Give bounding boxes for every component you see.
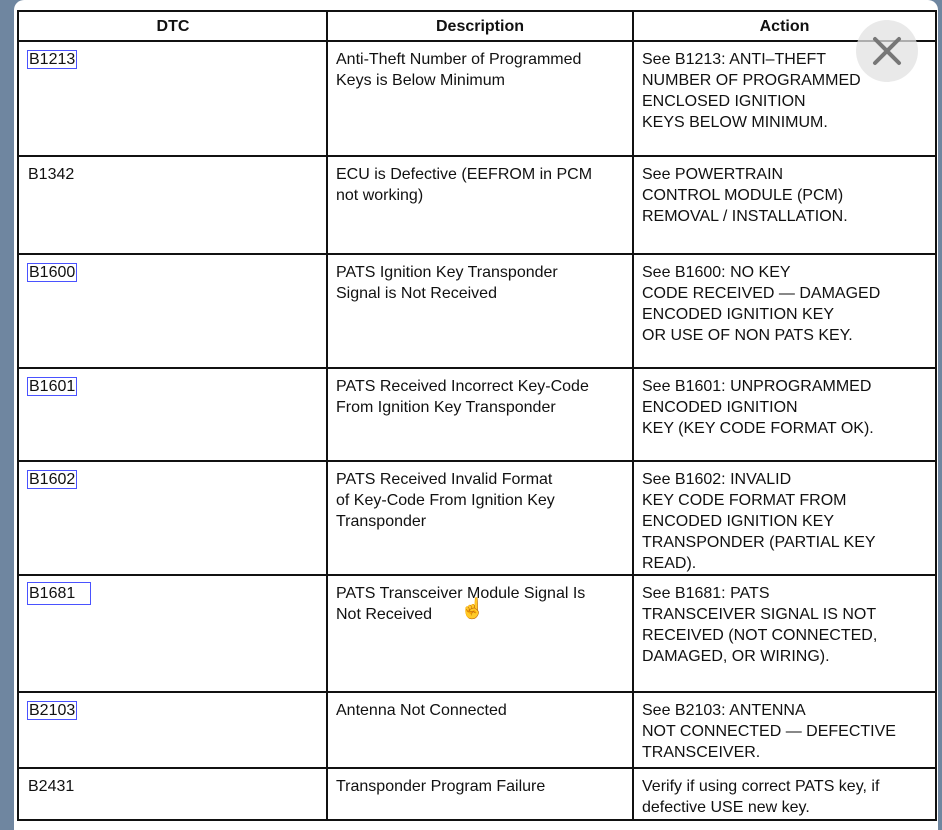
description-line: PATS Received Invalid Format <box>336 471 553 488</box>
action-line: ENCLOSED IGNITION <box>642 93 806 110</box>
description-line: Antenna Not Connected <box>336 702 507 719</box>
description-cell <box>327 368 633 461</box>
action-line: NOT CONNECTED — DEFECTIVE <box>642 723 896 740</box>
header-action: Action <box>633 11 936 41</box>
dtc-link[interactable]: B1213 <box>29 51 76 68</box>
description-cell <box>327 156 633 254</box>
dtc-cell <box>18 768 327 820</box>
table-row <box>18 368 936 461</box>
description-cell <box>327 692 633 768</box>
action-line: RECEIVED (NOT CONNECTED, <box>642 627 878 644</box>
action-line: Verify if using correct PATS key, if <box>642 778 880 795</box>
action-line: KEY CODE FORMAT FROM <box>642 492 847 509</box>
dtc-cell <box>18 692 327 768</box>
dtc-cell <box>18 41 327 156</box>
table-row <box>18 768 936 820</box>
action-line: CONTROL MODULE (PCM) <box>642 187 844 204</box>
table-row <box>18 41 936 156</box>
description-line: Keys is Below Minimum <box>336 72 505 89</box>
close-icon <box>872 36 902 66</box>
description-line: Not Received <box>336 606 433 623</box>
action-line: TRANSPONDER (PARTIAL KEY <box>642 534 876 551</box>
dtc-code: B1342 <box>28 166 75 183</box>
header-description: Description <box>327 11 633 41</box>
action-line: TRANSCEIVER SIGNAL IS NOT <box>642 606 877 623</box>
action-line: TRANSCEIVER. <box>642 744 761 761</box>
action-line: KEY (KEY CODE FORMAT OK). <box>642 420 874 437</box>
action-line: See B2103: ANTENNA <box>642 702 806 719</box>
description-line: PATS Ignition Key Transponder <box>336 264 558 281</box>
description-line: Transponder Program Failure <box>336 778 546 795</box>
description-cell <box>327 575 633 692</box>
action-line: ENCODED IGNITION KEY <box>642 306 835 323</box>
description-cell <box>327 254 633 368</box>
description-line: From Ignition Key Transponder <box>336 399 556 416</box>
action-line: REMOVAL / INSTALLATION. <box>642 208 848 225</box>
action-cell <box>633 692 936 768</box>
header-dtc: DTC <box>18 11 327 41</box>
action-line: See B1213: ANTI–THEFT <box>642 51 827 68</box>
action-line: See B1600: NO KEY <box>642 264 791 281</box>
description-cell <box>327 461 633 575</box>
dtc-cell <box>18 461 327 575</box>
table-row <box>18 575 936 692</box>
dtc-cell <box>18 368 327 461</box>
action-line: OR USE OF NON PATS KEY. <box>642 327 853 344</box>
dtc-cell <box>18 156 327 254</box>
action-line: See B1602: INVALID <box>642 471 792 488</box>
action-line: DAMAGED, OR WIRING). <box>642 648 830 665</box>
close-button[interactable] <box>856 20 918 82</box>
description-line: Transponder <box>336 513 427 530</box>
action-cell <box>633 254 936 368</box>
action-line: See B1601: UNPROGRAMMED <box>642 378 872 395</box>
description-cell <box>327 41 633 156</box>
action-line: READ). <box>642 555 697 572</box>
action-line: ENCODED IGNITION <box>642 399 798 416</box>
dtc-code: B2431 <box>28 778 75 795</box>
dtc-link[interactable]: B1601 <box>29 378 76 395</box>
description-line: of Key-Code From Ignition Key <box>336 492 555 509</box>
dtc-link[interactable]: B1602 <box>29 471 76 488</box>
action-line: ENCODED IGNITION KEY <box>642 513 835 530</box>
description-line: Signal is Not Received <box>336 285 497 302</box>
action-cell <box>633 768 936 820</box>
dtc-cell <box>18 254 327 368</box>
table-row <box>18 254 936 368</box>
dtc-link[interactable]: B2103 <box>29 702 76 719</box>
action-cell <box>633 575 936 692</box>
dtc-cell <box>18 575 327 692</box>
table-header-row <box>18 11 936 41</box>
hand-pointer-icon: ☝ <box>460 598 485 620</box>
table-row <box>18 156 936 254</box>
table-row <box>18 692 936 768</box>
action-cell <box>633 368 936 461</box>
description-line: PATS Received Incorrect Key-Code <box>336 378 589 395</box>
table-row <box>18 461 936 575</box>
action-cell <box>633 461 936 575</box>
description-line: not working) <box>336 187 424 204</box>
action-line: defective USE new key. <box>642 799 810 816</box>
action-line: See POWERTRAIN <box>642 166 784 183</box>
dtc-link[interactable]: B1600 <box>29 264 76 281</box>
action-line: See B1681: PATS <box>642 585 770 602</box>
action-cell <box>633 156 936 254</box>
dtc-table <box>17 10 937 821</box>
action-line: NUMBER OF PROGRAMMED <box>642 72 861 89</box>
action-line: KEYS BELOW MINIMUM. <box>642 114 828 131</box>
description-line: ECU is Defective (EEFROM in PCM <box>336 166 593 183</box>
description-line: Anti-Theft Number of Programmed <box>336 51 582 68</box>
action-line: CODE RECEIVED — DAMAGED <box>642 285 881 302</box>
dtc-link[interactable]: B1681 <box>28 583 90 604</box>
description-line: PATS Transceiver Module Signal Is <box>336 585 586 602</box>
description-cell <box>327 768 633 820</box>
